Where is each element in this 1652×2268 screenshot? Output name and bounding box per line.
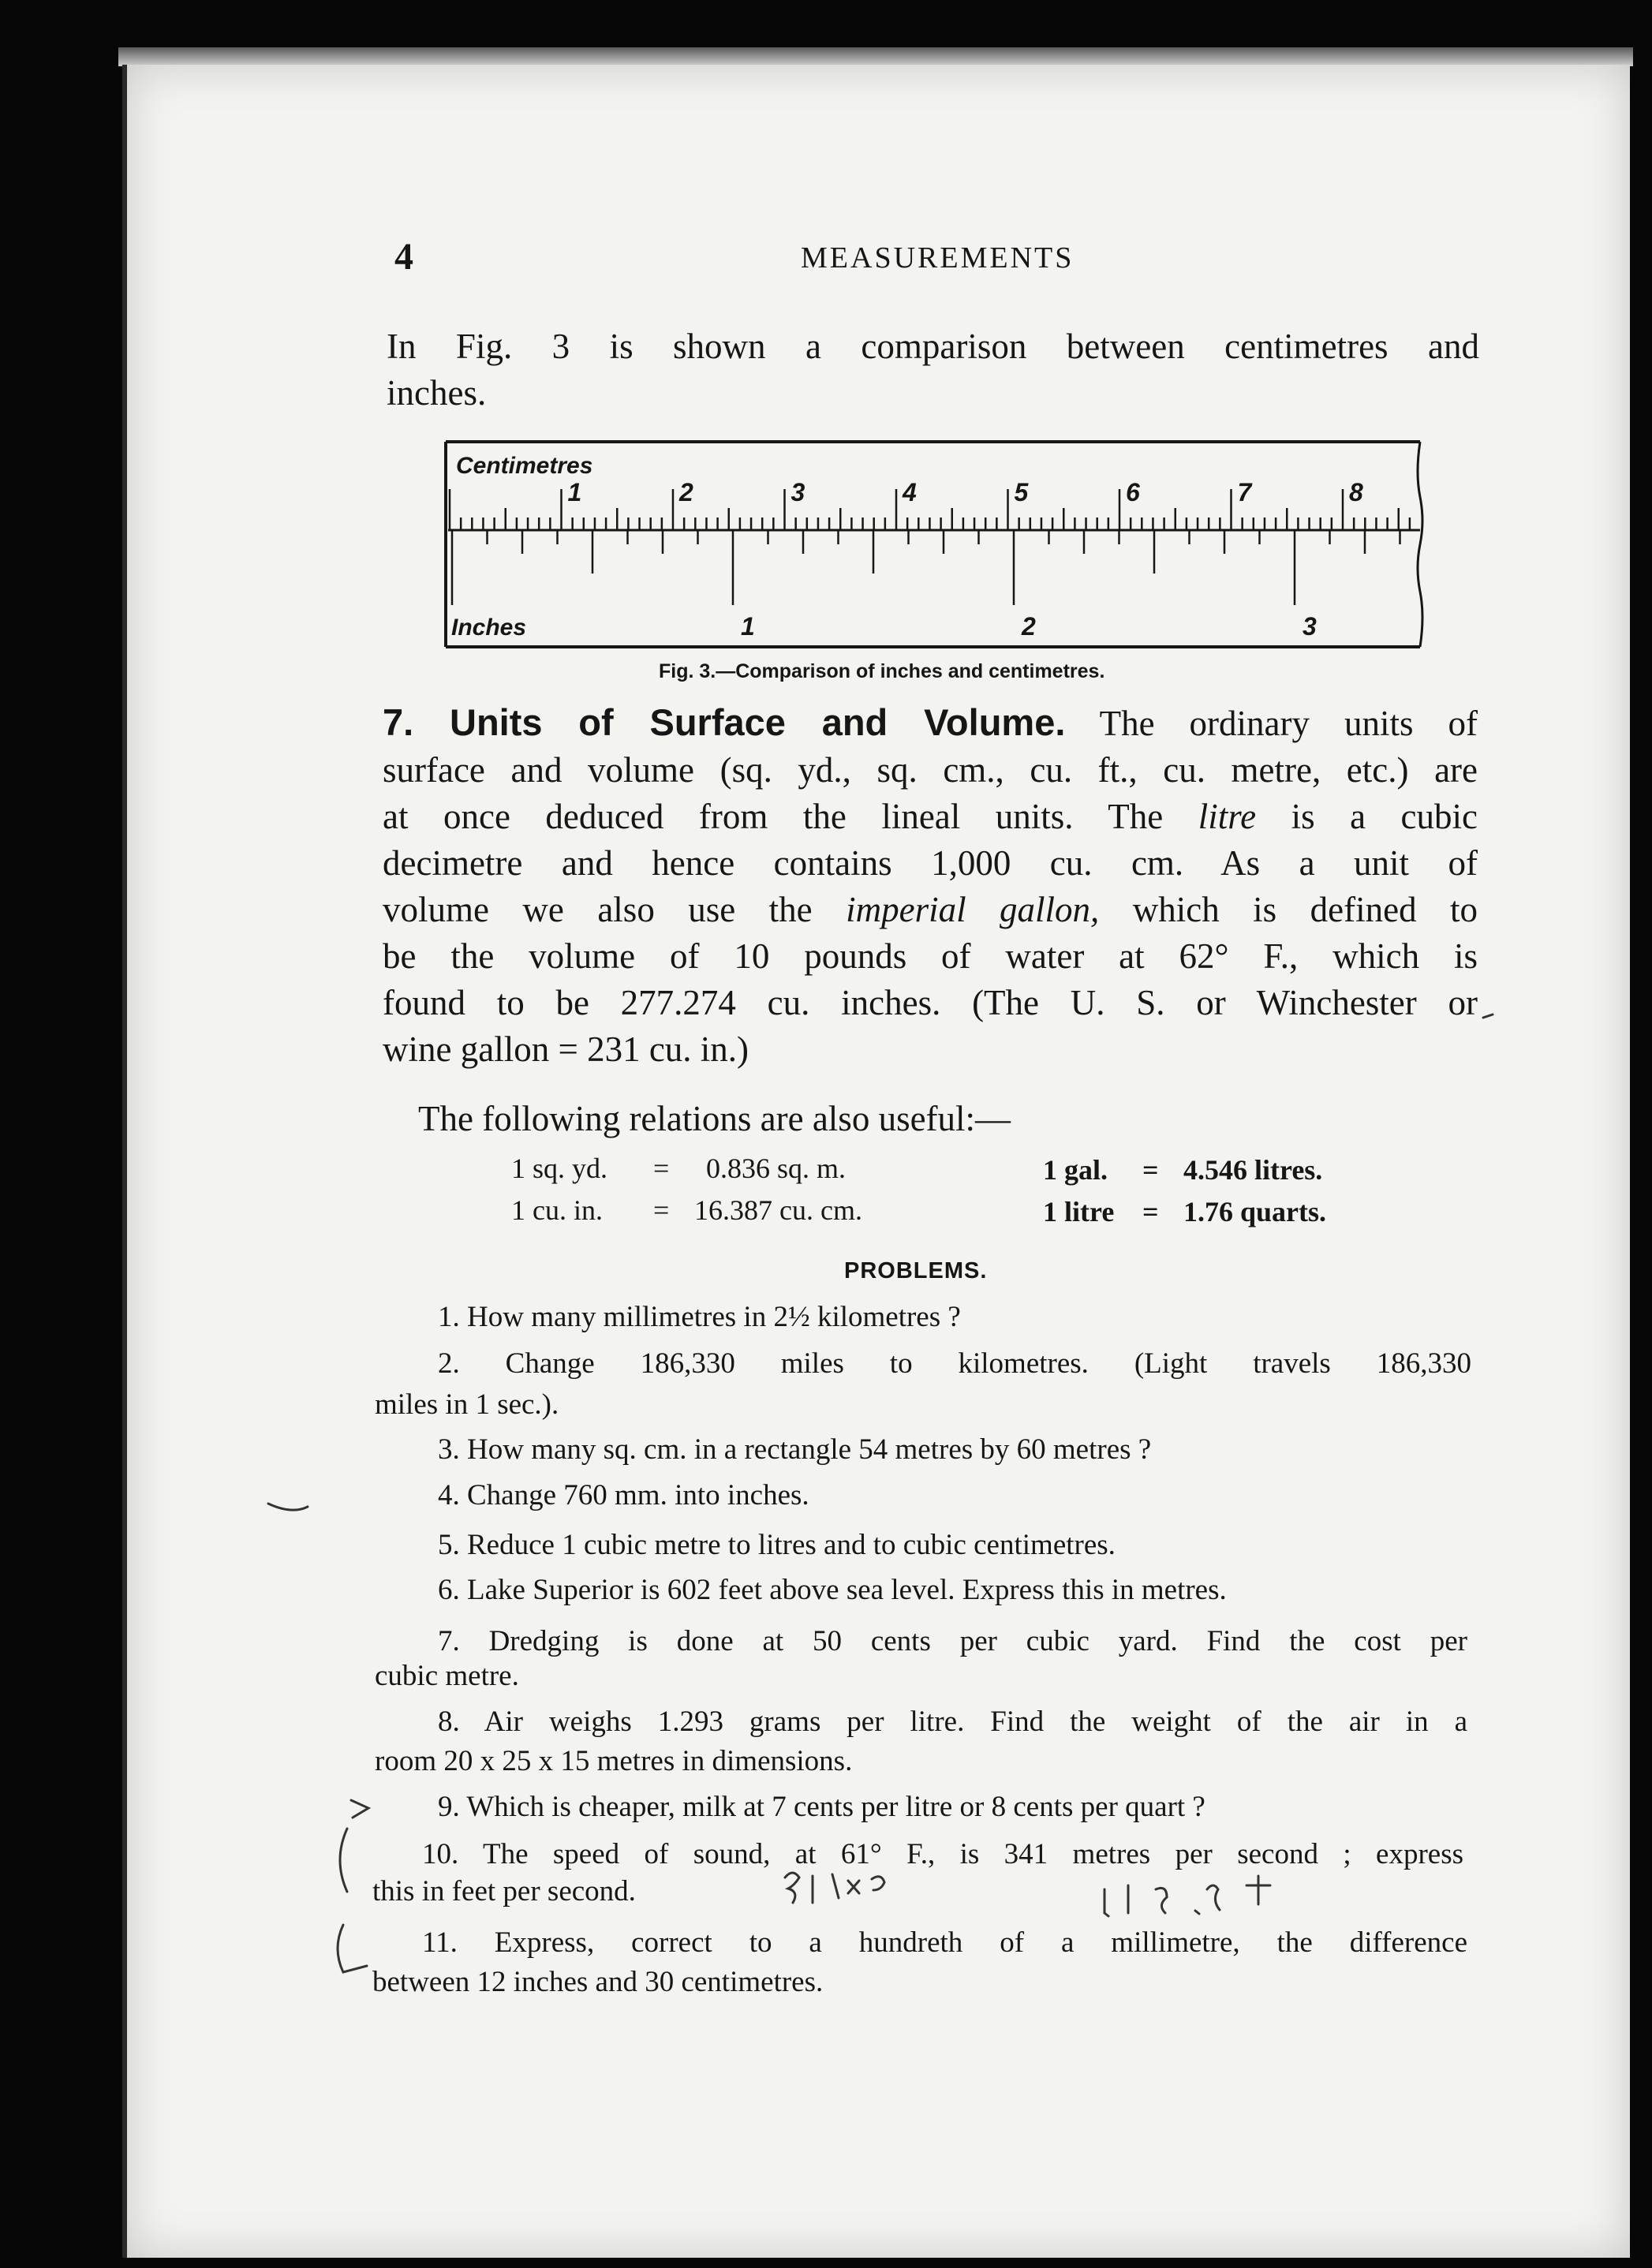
section-line-4: decimetre and hence contains 1,000 cu. cm. As a unit of	[383, 843, 1478, 883]
problem-7-line-2: cubic metre.	[375, 1660, 519, 1692]
rel-right-2-eq: =	[1142, 1196, 1159, 1227]
pencil-dash-problem-4	[268, 1504, 308, 1510]
term-imperial-gallon: imperial gallon,	[846, 890, 1100, 929]
section-heading: 7. Units of Surface and Volume.	[383, 701, 1066, 743]
problems-heading: PROBLEMS.	[844, 1258, 988, 1283]
cm-number: 4	[903, 478, 917, 506]
problem-3: 3. How many sq. cm. in a rectangle 54 metres by 60 metres ?	[438, 1433, 1152, 1466]
pencil-bracket-problem-10	[340, 1829, 347, 1892]
inch-number: 2	[1022, 612, 1036, 641]
section-line-6: be the volume of 10 pounds of water at 62° F., which is	[383, 936, 1478, 976]
rel-right-2-lhs: 1 litre	[1043, 1196, 1115, 1227]
rel-left-1-lhs: 1 sq. yd.	[511, 1153, 608, 1184]
section-line-3a: at once deduced from the lineal units. The	[383, 797, 1164, 836]
section-line-3b: is a cubic	[1291, 797, 1478, 836]
rel-right-1-eq: =	[1142, 1154, 1159, 1186]
problem-8-line-1: 8. Air weighs 1.293 grams per litre. Find the weight of the air in a	[438, 1706, 1467, 1738]
problem-5: 5. Reduce 1 cubic metre to litres and to cubic centimetres.	[438, 1529, 1116, 1561]
cm-number: 3	[790, 478, 805, 506]
pencil-bracket-problem-11	[338, 1925, 367, 1972]
pencil-mark-problem-9	[351, 1800, 368, 1818]
problem-10-line-2: this in feet per second.	[372, 1875, 636, 1907]
inch-label: Inches	[451, 615, 527, 641]
problem-10-line-1: 10. The speed of sound, at 61° F., is 341 metres per second ; express	[422, 1838, 1463, 1870]
section-line-1-text: The ordinary units of	[1099, 704, 1478, 743]
rel-left-2-lhs: 1 cu. in.	[511, 1194, 603, 1226]
page-number: 4	[394, 236, 413, 278]
cm-number: 5	[1014, 478, 1029, 506]
running-head: MEASUREMENTS	[801, 241, 1075, 275]
section-line-5b: which is defined to	[1132, 890, 1478, 929]
cm-number: 7	[1237, 478, 1252, 506]
rel-right-1-rhs: 4.546 litres.	[1183, 1154, 1323, 1186]
intro-line-2: inches.	[387, 373, 487, 413]
rel-left-2-eq: =	[653, 1194, 670, 1226]
section-line-8: wine gallon = 231 cu. in.)	[383, 1029, 749, 1069]
pencil-dash-margin	[1483, 1014, 1493, 1018]
problem-8-line-2: room 20 x 25 x 15 metres in dimensions.	[375, 1745, 853, 1777]
cm-number: 6	[1126, 478, 1140, 506]
problem-4: 4. Change 760 mm. into inches.	[438, 1479, 809, 1511]
problem-1: 1. How many millimetres in 2½ kilometres ?	[438, 1301, 961, 1333]
term-litre: litre	[1198, 797, 1257, 836]
relations-intro: The following relations are also useful:—	[418, 1099, 1011, 1138]
figure-caption: Fig. 3.—Comparison of inches and centimetres.	[659, 660, 1105, 682]
cm-number: 2	[679, 478, 693, 506]
intro-line-1: In Fig. 3 is shown a comparison between centimetres and	[387, 327, 1479, 366]
cm-number: 1	[567, 478, 582, 506]
problem-11-line-2: between 12 inches and 30 centimetres.	[372, 1966, 824, 1998]
inch-number: 1	[741, 612, 755, 641]
section-line-7: found to be 277.274 cu. inches. (The U. S. or Winchester or	[383, 983, 1478, 1022]
problem-2-line-2: miles in 1 sec.).	[375, 1388, 559, 1421]
rel-right-1-lhs: 1 gal.	[1043, 1154, 1108, 1186]
problem-6: 6. Lake Superior is 602 feet above sea level. Express this in metres.	[438, 1574, 1227, 1606]
rel-left-2-rhs: 16.387 cu. cm.	[694, 1194, 862, 1226]
rel-right-2-rhs: 1.76 quarts.	[1183, 1196, 1327, 1227]
cm-number: 8	[1349, 478, 1363, 506]
problem-2-line-1: 2. Change 186,330 miles to kilometres. (Light travels 186,330	[438, 1347, 1471, 1380]
cm-label: Centimetres	[456, 453, 593, 479]
rel-left-1-rhs: 0.836 sq. m.	[706, 1153, 847, 1184]
pencil-result-text	[1104, 1876, 1270, 1913]
section-line-5a: volume we also use the	[383, 890, 813, 929]
problem-9: 9. Which is cheaper, milk at 7 cents per litre or 8 cents per quart ?	[438, 1791, 1205, 1823]
rel-left-1-eq: =	[653, 1153, 670, 1184]
inch-number: 3	[1303, 612, 1317, 641]
problem-11-line-1: 11. Express, correct to a hundreth of a millimetre, the difference	[422, 1926, 1467, 1959]
pencil-calculation-text	[785, 1873, 884, 1903]
problem-7-line-1: 7. Dredging is done at 50 cents per cubic yard. Find the cost per	[438, 1625, 1467, 1657]
section-line-2: surface and volume (sq. yd., sq. cm., cu. ft., cu. metre, etc.) are	[383, 750, 1478, 790]
pencil-dots	[1104, 1911, 1199, 1916]
